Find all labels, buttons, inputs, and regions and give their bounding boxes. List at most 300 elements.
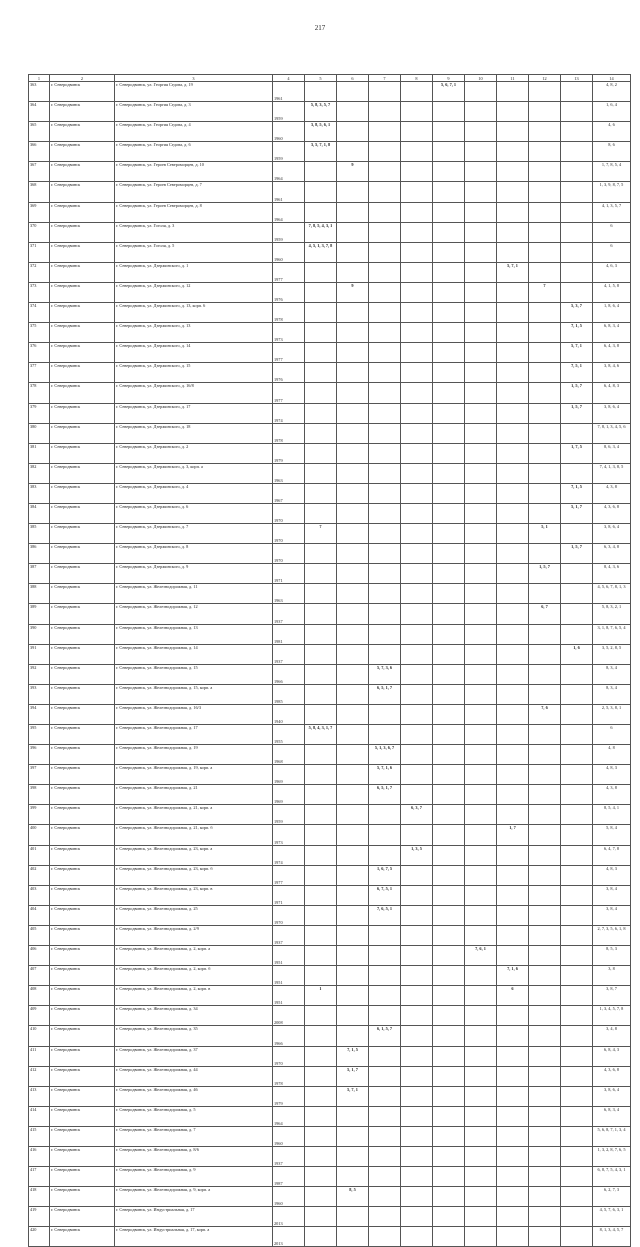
table-cell-c13 <box>561 1126 593 1146</box>
table-cell-n: 376 <box>29 343 50 363</box>
table-row <box>29 745 631 765</box>
table-cell-year: 1960 <box>273 122 305 142</box>
table-cell-c9 <box>433 443 465 463</box>
table-cell-c13: 1, 6 <box>561 644 593 664</box>
table-cell-city: г. Северодвинск <box>50 825 115 845</box>
table-row <box>29 363 631 383</box>
table-cell-c13 <box>561 584 593 604</box>
table-cell-c10 <box>465 704 497 724</box>
table-cell-c13 <box>561 102 593 122</box>
table-cell-c5 <box>305 805 337 825</box>
table-cell-c11 <box>497 242 529 262</box>
column-header: 8 <box>401 75 433 82</box>
table-cell-city: г. Северодвинск <box>50 905 115 925</box>
table-cell-c6 <box>337 142 369 162</box>
table-cell-c11 <box>497 644 529 664</box>
table-cell-c12 <box>529 966 561 986</box>
table-cell-year: 1977 <box>273 383 305 403</box>
table-cell-c9 <box>433 403 465 423</box>
table-cell-c8 <box>401 463 433 483</box>
table-cell-c12 <box>529 946 561 966</box>
table-cell-addr: г. Северодвинск, ул. Героев Североморцев, д. 10 <box>115 162 273 182</box>
table-cell-city: г. Северодвинск <box>50 1066 115 1086</box>
table-cell-c14: 3, 8, 7 <box>593 986 631 1006</box>
table-cell-c9 <box>433 845 465 865</box>
table-cell-c12 <box>529 925 561 945</box>
table-cell-c7 <box>369 483 401 503</box>
table-cell-c14: 7, 4, 1, 3, 8, 5 <box>593 463 631 483</box>
table-cell-c14: 3, 8, 6, 4 <box>593 403 631 423</box>
table-cell-c9 <box>433 1086 465 1106</box>
table-cell-addr: г. Северодвинск, ул. Железнодорожная, д. 19, корп. а <box>115 765 273 785</box>
table-cell-c14: 6, 3, 4, 8 <box>593 544 631 564</box>
table-cell-addr: г. Северодвинск, ул. Дзержинского, д. 9 <box>115 564 273 584</box>
table-row <box>29 323 631 343</box>
table-cell-c12 <box>529 82 561 102</box>
table-cell-c8 <box>401 564 433 584</box>
column-header: 14 <box>593 75 631 82</box>
table-cell-c5 <box>305 584 337 604</box>
table-cell-year: 1971 <box>273 885 305 905</box>
table-cell-n: 381 <box>29 443 50 463</box>
table-cell-c12 <box>529 1126 561 1146</box>
table-cell-c9 <box>433 1066 465 1086</box>
table-cell-c5 <box>305 503 337 523</box>
table-cell-year: 1937 <box>273 644 305 664</box>
table-cell-addr: г. Северодвинск, ул. Дзержинского, д. 7 <box>115 524 273 544</box>
table-cell-addr: г. Северодвинск, ул. Железнодорожная, д. 46 <box>115 1086 273 1106</box>
table-cell-c5 <box>305 383 337 403</box>
table-cell-c14: 4, 8, 3 <box>593 765 631 785</box>
table-cell-c11 <box>497 463 529 483</box>
table-cell-c13 <box>561 604 593 624</box>
table-cell-c13 <box>561 624 593 644</box>
table-cell-c8 <box>401 946 433 966</box>
table-cell-addr: г. Северодвинск, ул. Железнодорожная, д. 37 <box>115 1046 273 1066</box>
table-cell-c7: 5, 7, 1, 6 <box>369 765 401 785</box>
table-cell-c9 <box>433 825 465 845</box>
table-cell-c8 <box>401 704 433 724</box>
table-cell-c7 <box>369 303 401 323</box>
table-cell-c6 <box>337 323 369 343</box>
table-cell-c9 <box>433 1167 465 1187</box>
table-cell-n: 406 <box>29 946 50 966</box>
table-cell-city: г. Северодвинск <box>50 282 115 302</box>
table-cell-c8 <box>401 303 433 323</box>
table-cell-c5 <box>305 1146 337 1166</box>
table-cell-year: 1978 <box>273 423 305 443</box>
table-row <box>29 122 631 142</box>
table-cell-c9 <box>433 122 465 142</box>
table-cell-city: г. Северодвинск <box>50 1126 115 1146</box>
table-cell-c12 <box>529 584 561 604</box>
table-cell-c7 <box>369 363 401 383</box>
table-cell-c7 <box>369 805 401 825</box>
table-cell-year: 1967 <box>273 483 305 503</box>
table-cell-year: 1937 <box>273 604 305 624</box>
table-cell-c11 <box>497 1126 529 1146</box>
table-cell-addr: г. Северодвинск, ул. Железнодорожная, д. 14 <box>115 644 273 664</box>
table-cell-n: 382 <box>29 463 50 483</box>
table-cell-c11: 1, 7 <box>497 825 529 845</box>
table-cell-c7 <box>369 966 401 986</box>
table-cell-n: 401 <box>29 845 50 865</box>
table-cell-c11 <box>497 865 529 885</box>
table-cell-year: 1937 <box>273 1146 305 1166</box>
table-cell-addr: г. Северодвинск, ул. Дзержинского, д. 3, корп. а <box>115 463 273 483</box>
table-cell-c13 <box>561 1066 593 1086</box>
column-header: 6 <box>337 75 369 82</box>
table-cell-c5 <box>305 845 337 865</box>
table-cell-c8 <box>401 1086 433 1106</box>
table-row <box>29 102 631 122</box>
table-cell-c8 <box>401 343 433 363</box>
table-cell-c14: 6, 2, 7, 3 <box>593 1187 631 1207</box>
table-cell-c11 <box>497 684 529 704</box>
table-cell-n: 393 <box>29 684 50 704</box>
table-cell-c9 <box>433 524 465 544</box>
page-number: 217 <box>314 24 326 32</box>
table-cell-c6 <box>337 986 369 1006</box>
table-cell-n: 416 <box>29 1146 50 1166</box>
table-cell-n: 389 <box>29 604 50 624</box>
table-cell-c12: 6, 7 <box>529 604 561 624</box>
table-cell-c11 <box>497 1187 529 1207</box>
table-cell-c9 <box>433 182 465 202</box>
table-cell-c11 <box>497 885 529 905</box>
table-cell-c6 <box>337 544 369 564</box>
table-cell-city: г. Северодвинск <box>50 564 115 584</box>
housing-table <box>28 74 631 1247</box>
table-cell-c12 <box>529 1146 561 1166</box>
table-cell-n: 366 <box>29 142 50 162</box>
table-cell-year: 1969 <box>273 785 305 805</box>
table-cell-c9 <box>433 142 465 162</box>
table-cell-c11 <box>497 282 529 302</box>
header-row <box>29 75 631 82</box>
table-cell-c13 <box>561 986 593 1006</box>
table-cell-c5 <box>305 162 337 182</box>
column-header: 9 <box>433 75 465 82</box>
column-header: 2 <box>50 75 115 82</box>
table-cell-c10 <box>465 1227 497 1247</box>
table-cell-addr: г. Северодвинск, ул. Гоголя, д. 5 <box>115 242 273 262</box>
table-cell-year: 1964 <box>273 202 305 222</box>
table-cell-n: 375 <box>29 323 50 343</box>
table-cell-c9 <box>433 925 465 945</box>
table-cell-c9 <box>433 684 465 704</box>
table-cell-c14: 1, 3, 4, 5, 7, 8 <box>593 1006 631 1026</box>
table-cell-city: г. Северодвинск <box>50 1167 115 1187</box>
table-cell-addr: г. Северодвинск, ул. Гоголя, д. 3 <box>115 222 273 242</box>
table-cell-c8 <box>401 1207 433 1227</box>
table-cell-year: 1940 <box>273 704 305 724</box>
table-cell-c11 <box>497 1046 529 1066</box>
table-cell-n: 412 <box>29 1066 50 1086</box>
table-cell-c13: 5, 7, 1 <box>561 343 593 363</box>
table-cell-c11 <box>497 1026 529 1046</box>
table-cell-n: 383 <box>29 483 50 503</box>
table-row <box>29 544 631 564</box>
table-cell-c8 <box>401 443 433 463</box>
table-cell-n: 404 <box>29 905 50 925</box>
table-cell-c5 <box>305 544 337 564</box>
table-cell-c14: 4, 6, 3 <box>593 262 631 282</box>
table-cell-year: 1987 <box>273 1167 305 1187</box>
table-cell-c5 <box>305 704 337 724</box>
table-cell-c7 <box>369 242 401 262</box>
table-cell-addr: г. Северодвинск, ул. Железнодорожная, д. 9 <box>115 1167 273 1187</box>
table-cell-c14: 1, 7, 8, 5, 4 <box>593 162 631 182</box>
table-cell-c11 <box>497 905 529 925</box>
table-cell-addr: г. Северодвинск, ул. Железнодорожная, д. 25 <box>115 905 273 925</box>
table-cell-c5: 5, 8, 3, 5, 7 <box>305 102 337 122</box>
table-cell-year: 1970 <box>273 544 305 564</box>
table-cell-c6 <box>337 122 369 142</box>
table-cell-c7 <box>369 825 401 845</box>
table-cell-city: г. Северодвинск <box>50 1086 115 1106</box>
table-cell-city: г. Северодвинск <box>50 704 115 724</box>
table-cell-c9 <box>433 303 465 323</box>
table-cell-c12 <box>529 202 561 222</box>
table-cell-c12 <box>529 262 561 282</box>
table-cell-year: 1964 <box>273 1106 305 1126</box>
table-cell-c13 <box>561 1146 593 1166</box>
table-cell-c14: 8, 4, 3, 6 <box>593 564 631 584</box>
table-cell-year: 1961 <box>273 182 305 202</box>
table-cell-c10 <box>465 785 497 805</box>
table-cell-year: 1977 <box>273 343 305 363</box>
table-cell-addr: г. Северодвинск, ул. Дзержинского, д. 1 <box>115 262 273 282</box>
table-cell-c10 <box>465 664 497 684</box>
table-cell-c13 <box>561 182 593 202</box>
table-cell-c6: 8, 5 <box>337 1187 369 1207</box>
table-cell-c13 <box>561 664 593 684</box>
table-cell-c6 <box>337 745 369 765</box>
table-cell-city: г. Северодвинск <box>50 1187 115 1207</box>
table-cell-c13 <box>561 262 593 282</box>
table-cell-c6 <box>337 262 369 282</box>
table-cell-c13 <box>561 162 593 182</box>
table-cell-c11 <box>497 423 529 443</box>
table-row <box>29 82 631 102</box>
table-cell-c11 <box>497 503 529 523</box>
table-cell-c9 <box>433 1046 465 1066</box>
table-cell-c14: 3, 8, 6, 4 <box>593 524 631 544</box>
table-cell-c11 <box>497 403 529 423</box>
table-cell-year: 2013 <box>273 1227 305 1247</box>
table-cell-c6 <box>337 905 369 925</box>
table-cell-c13 <box>561 524 593 544</box>
table-cell-c13 <box>561 1026 593 1046</box>
table-row <box>29 704 631 724</box>
table-cell-c7: 6, 5, 1, 7 <box>369 785 401 805</box>
table-cell-c6 <box>337 82 369 102</box>
table-cell-c10 <box>465 1207 497 1227</box>
table-row <box>29 805 631 825</box>
table-row <box>29 664 631 684</box>
table-cell-c11 <box>497 122 529 142</box>
table-cell-c5 <box>305 1207 337 1227</box>
table-cell-c12 <box>529 443 561 463</box>
table-cell-c11 <box>497 142 529 162</box>
table-cell-c13: 1, 5, 7 <box>561 403 593 423</box>
table-cell-c6 <box>337 303 369 323</box>
table-cell-c14: 4, 8 <box>593 745 631 765</box>
table-cell-c6 <box>337 403 369 423</box>
table-cell-c8 <box>401 865 433 885</box>
table-cell-c9 <box>433 202 465 222</box>
table-cell-n: 417 <box>29 1167 50 1187</box>
table-row <box>29 1086 631 1106</box>
table-cell-c11 <box>497 584 529 604</box>
table-row <box>29 1227 631 1247</box>
table-cell-c8 <box>401 162 433 182</box>
table-cell-c9 <box>433 323 465 343</box>
table-cell-c8 <box>401 82 433 102</box>
table-cell-c5 <box>305 865 337 885</box>
table-cell-year: 1951 <box>273 946 305 966</box>
table-cell-c13 <box>561 704 593 724</box>
table-cell-c7 <box>369 986 401 1006</box>
table-cell-c10 <box>465 805 497 825</box>
table-row <box>29 885 631 905</box>
table-cell-c5 <box>305 1187 337 1207</box>
table-cell-city: г. Северодвинск <box>50 262 115 282</box>
table-cell-n: 420 <box>29 1227 50 1247</box>
table-cell-year: 1951 <box>273 966 305 986</box>
table-cell-addr: г. Северодвинск, ул. Дзержинского, д. 4 <box>115 483 273 503</box>
table-cell-c13 <box>561 122 593 142</box>
table-cell-c10 <box>465 443 497 463</box>
table-cell-c13 <box>561 845 593 865</box>
table-cell-c8 <box>401 202 433 222</box>
table-cell-c12 <box>529 383 561 403</box>
table-cell-c10 <box>465 644 497 664</box>
table-cell-c12 <box>529 1026 561 1046</box>
table-cell-n: 403 <box>29 885 50 905</box>
table-row <box>29 946 631 966</box>
table-row <box>29 925 631 945</box>
table-cell-c11 <box>497 664 529 684</box>
table-cell-c10 <box>465 363 497 383</box>
table-cell-c9 <box>433 805 465 825</box>
table-cell-c7 <box>369 544 401 564</box>
table-cell-c5 <box>305 1126 337 1146</box>
table-cell-c11 <box>497 704 529 724</box>
table-cell-c10 <box>465 423 497 443</box>
table-cell-year: 1966 <box>273 664 305 684</box>
table-cell-addr: г. Северодвинск, ул. Дзержинского, д. 18 <box>115 423 273 443</box>
table-cell-c14: 3, 8, 4, 6 <box>593 363 631 383</box>
table-cell-c8 <box>401 765 433 785</box>
table-cell-c7 <box>369 162 401 182</box>
table-cell-c6 <box>337 343 369 363</box>
table-row <box>29 1146 631 1166</box>
table-cell-c8 <box>401 182 433 202</box>
table-cell-addr: г. Северодвинск, ул. Железнодорожная, д. 9, корп. а <box>115 1187 273 1207</box>
table-cell-c6 <box>337 503 369 523</box>
table-cell-n: 369 <box>29 202 50 222</box>
table-cell-c5: 3, 8, 5, 6, 1 <box>305 122 337 142</box>
table-cell-c10 <box>465 684 497 704</box>
table-row <box>29 1046 631 1066</box>
table-cell-c5 <box>305 946 337 966</box>
table-cell-c6 <box>337 1126 369 1146</box>
table-cell-c8 <box>401 1046 433 1066</box>
table-cell-c11 <box>497 845 529 865</box>
table-cell-addr: г. Северодвинск, ул. Железнодорожная, д. 44 <box>115 1066 273 1086</box>
table-cell-addr: г. Северодвинск, ул. Георгия Седова, д. 4 <box>115 122 273 142</box>
table-cell-c13 <box>561 885 593 905</box>
table-row <box>29 1006 631 1026</box>
table-cell-c5 <box>305 785 337 805</box>
table-cell-c10 <box>465 745 497 765</box>
table-cell-c5 <box>305 463 337 483</box>
table-cell-n: 395 <box>29 725 50 745</box>
table-cell-c13 <box>561 1167 593 1187</box>
table-cell-c5 <box>305 885 337 905</box>
table-cell-c13: 5, 3, 7 <box>561 303 593 323</box>
table-cell-c14: 6, 8, 7, 5, 4, 3, 1 <box>593 1167 631 1187</box>
table-cell-n: 363 <box>29 82 50 102</box>
table-cell-n: 396 <box>29 745 50 765</box>
table-row <box>29 584 631 604</box>
table-cell-c9 <box>433 624 465 644</box>
table-cell-c13 <box>561 925 593 945</box>
table-cell-city: г. Северодвинск <box>50 725 115 745</box>
table-cell-c5: 1 <box>305 986 337 1006</box>
table-cell-c10 <box>465 1167 497 1187</box>
table-cell-addr: г. Северодвинск, ул. Железнодорожная, д. 2, корп. а <box>115 946 273 966</box>
table-cell-c7: 1, 6, 7, 5 <box>369 865 401 885</box>
table-cell-c9 <box>433 262 465 282</box>
table-cell-city: г. Северодвинск <box>50 1227 115 1247</box>
table-cell-city: г. Северодвинск <box>50 624 115 644</box>
table-cell-c8 <box>401 282 433 302</box>
table-cell-year: 1959 <box>273 102 305 122</box>
table-cell-c14: 3, 8, 4 <box>593 885 631 905</box>
table-cell-c12 <box>529 986 561 1006</box>
table-cell-c13 <box>561 222 593 242</box>
table-cell-c13: 1, 5, 7 <box>561 383 593 403</box>
table-cell-c10 <box>465 343 497 363</box>
table-cell-c11 <box>497 624 529 644</box>
table-cell-city: г. Северодвинск <box>50 664 115 684</box>
table-cell-c6 <box>337 664 369 684</box>
table-cell-year: 1970 <box>273 905 305 925</box>
table-cell-c6: 5, 1, 7 <box>337 1066 369 1086</box>
table-cell-c5 <box>305 1066 337 1086</box>
table-cell-city: г. Северодвинск <box>50 182 115 202</box>
table-cell-n: 365 <box>29 122 50 142</box>
table-cell-c7 <box>369 1227 401 1247</box>
table-cell-c9 <box>433 242 465 262</box>
table-row <box>29 303 631 323</box>
table-cell-city: г. Северодвинск <box>50 343 115 363</box>
table-row <box>29 503 631 523</box>
table-cell-c14: 2, 5, 3, 8, 1 <box>593 704 631 724</box>
table-cell-addr: г. Северодвинск, ул. Железнодорожная, д. 2, корп. в <box>115 986 273 1006</box>
table-cell-n: 370 <box>29 222 50 242</box>
table-cell-c12: 1, 5, 7 <box>529 564 561 584</box>
table-cell-c8 <box>401 1187 433 1207</box>
table-row <box>29 785 631 805</box>
table-cell-c10 <box>465 1046 497 1066</box>
table-cell-c13 <box>561 905 593 925</box>
table-cell-n: 410 <box>29 1026 50 1046</box>
table-cell-c14: 3, 4, 8 <box>593 1026 631 1046</box>
